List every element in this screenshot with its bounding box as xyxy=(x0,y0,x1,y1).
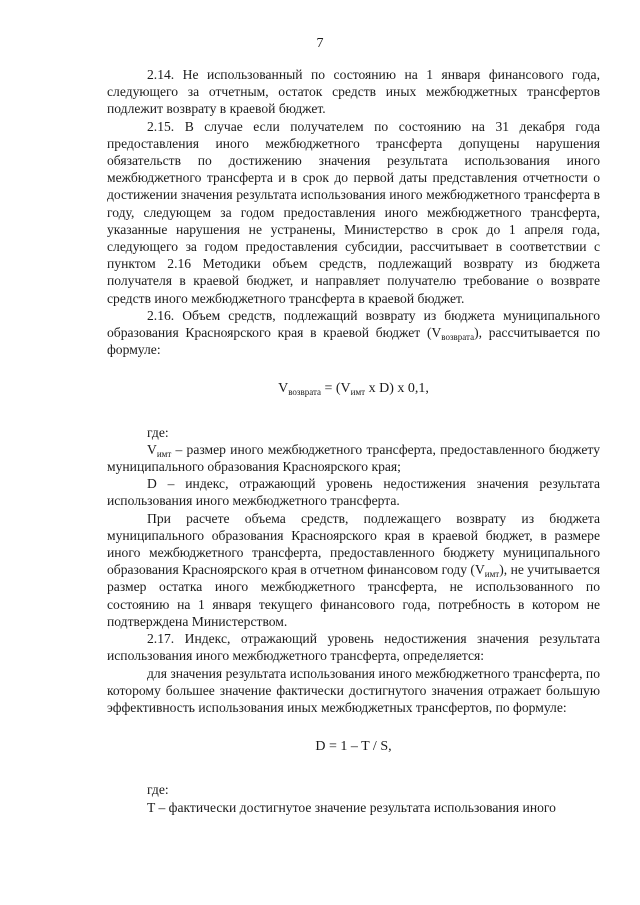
calculation-start: При расчете объема средств, подлежащего возврату из бюджета муниципального образования Красноярского края в краевой бюджет, в размере иного межбюджетного трансферта, предоставленного бюджету муниципального образования Красноярского края в отчетном финансовом году (V xyxy=(107,510,600,578)
where-label-1: где: xyxy=(147,424,169,440)
definition-v-symbol: V xyxy=(147,441,157,457)
calculation-end: ), не учитывается размер остатка иного межбюджетного трансферта, не использованного по состоянию на 1 января текущего финансового года, потребность в котором не подтверждена Министерством. xyxy=(107,562,600,629)
calculation-subscript: имт xyxy=(484,569,500,580)
document-body xyxy=(107,66,600,816)
definition-v-text: – размер иного межбюджетного трансферта, предоставленного бюджету муниципального образования Красноярского края; xyxy=(107,441,600,475)
paragraph-2-15: 2.15. В случае если получателем по состоянию на 31 декабря года предоставления иного межбюджетного трансферта допущены нарушения обязательств по достижению значения результата использования иного межбюджетного трансферта и в срок до первой даты представления отчетности о достижении значения результата использования иного межбюджетного трансферта в году, следующем за годом предоставления иного межбюджетного трансферта, указанные нарушения не устранены, Министерство в срок до 1 апреля года, следующего за годом предоставления субсидии, рассчитывает в соответствии с пунктом 2.16 Методики объем средств, подлежащий возврату из бюджета получателя в краевой бюджет, и направляет получателю требование о возврате средств иного межбюджетного трансферта в краевой бюджет. xyxy=(107,118,600,306)
definition-d: D – индекс, отражающий уровень недостижения значения результата использования иного межбюджетного трансферта. xyxy=(107,476,600,509)
definition-t: T – фактически достигнутое значение результата использования иного xyxy=(147,799,556,815)
paragraph-for-value: для значения результата использования иного межбюджетного трансферта, по которому большее значение фактически достигнутого значения отражает большую эффективность использования иных межбюджетных трансфертов, по формуле: xyxy=(107,665,600,715)
paragraph-calculation xyxy=(107,510,600,630)
definition-v-subscript: имт xyxy=(156,448,172,459)
formula-lhs: V xyxy=(278,381,289,397)
formula-rhs: x D) x 0,1, xyxy=(365,381,429,397)
formula-d: D = 1 – T / S, xyxy=(315,739,392,755)
paragraph-2-16-end: ), рассчитывается по формуле: xyxy=(107,325,601,358)
paragraph-2-16 xyxy=(107,307,600,359)
definition-v-imt xyxy=(107,441,600,475)
paragraph-2-17: 2.17. Индекс, отражающий уровень недостижения значения результата использования иного межбюджетного трансферта, определяется: xyxy=(107,631,600,664)
page-number: 7 xyxy=(316,36,324,51)
formula-v-vozvrata xyxy=(107,380,600,397)
formula-lhs-subscript: возврата xyxy=(288,387,321,398)
paragraph-2-14: 2.14. Не использованный по состоянию на 1 января финансового года, следующего за отчетным, остаток средств иных межбюджетных трансфертов подлежит возврату в краевой бюджет. xyxy=(107,67,600,117)
formula-mid-subscript: имт xyxy=(350,387,366,398)
formula-mid: = (V xyxy=(321,381,351,397)
paragraph-2-16-start: 2.16. Объем средств, подлежащий возврату из бюджета муниципального образования Красноярского края в краевой бюджет (V xyxy=(107,307,600,341)
subscript-vozvrata: возврата xyxy=(441,332,475,343)
where-label-2: где: xyxy=(147,782,169,798)
